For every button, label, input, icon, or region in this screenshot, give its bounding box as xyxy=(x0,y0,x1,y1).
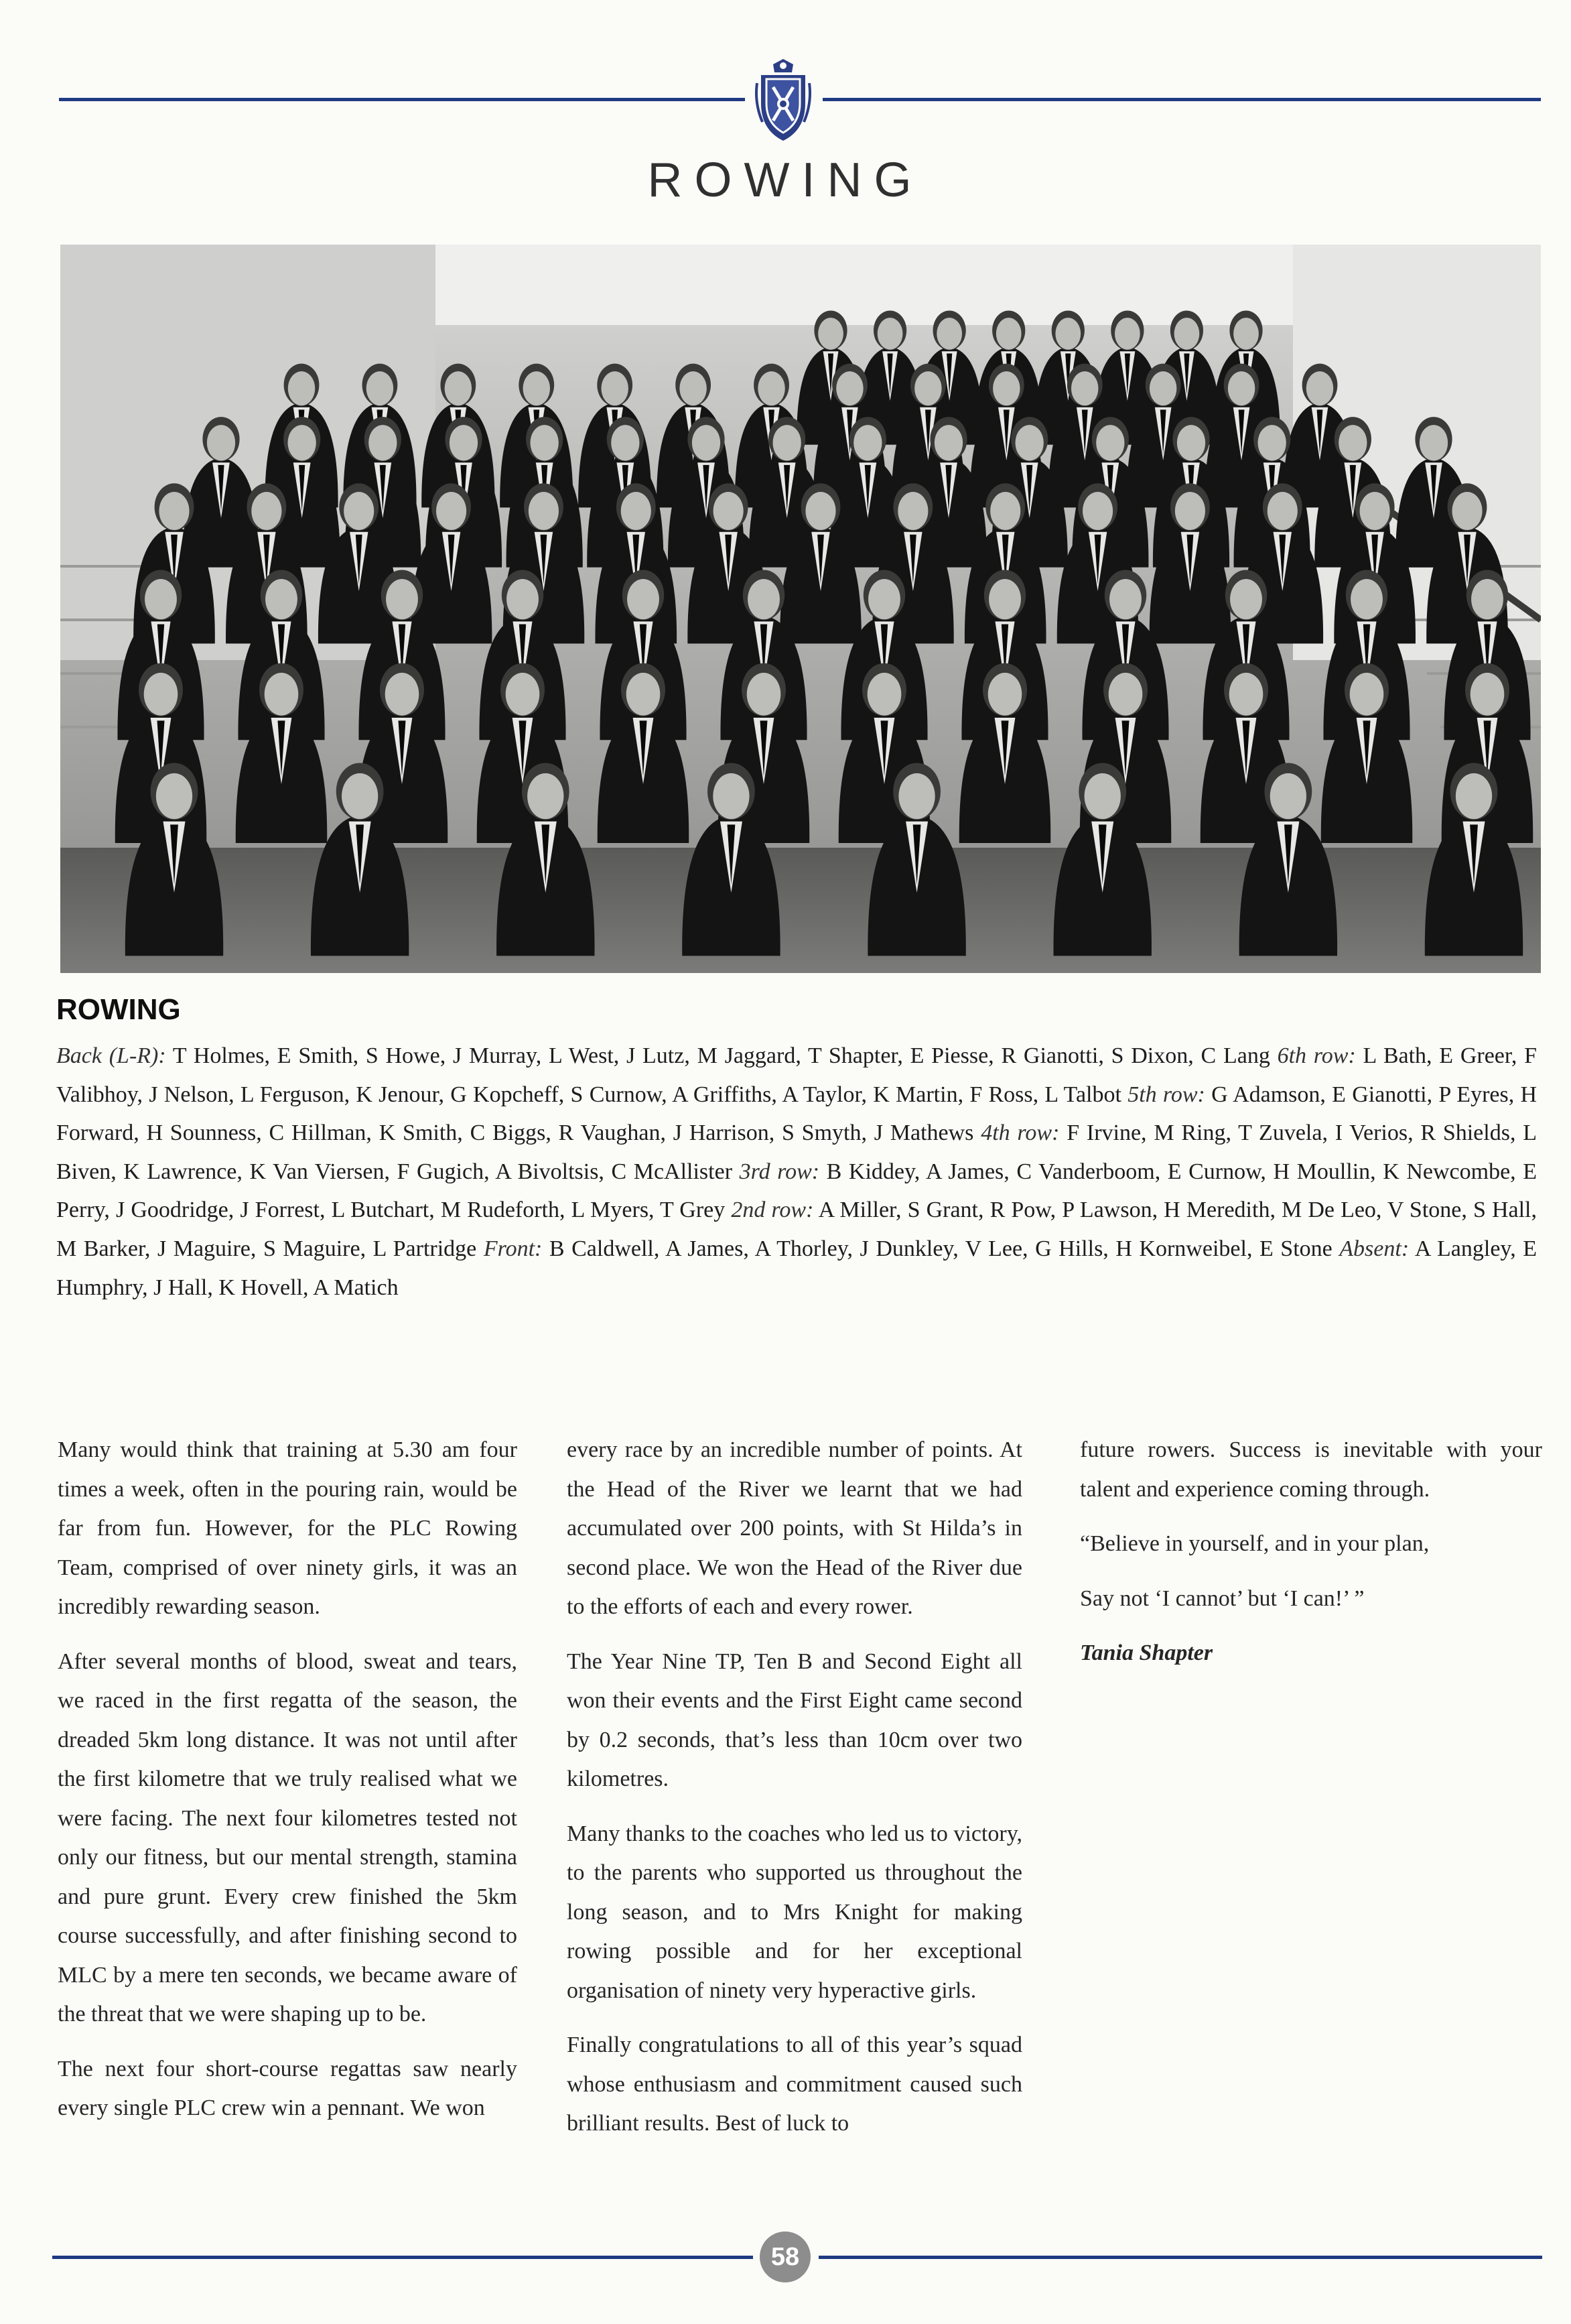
caption-row-names: B Kiddey, A James, C Vanderboom, E Curnow, H Moullin, K Newcombe, E Perry, J Goodridge, J Forrest, L Butchart, M Rudeforth, L Myers, T Grey xyxy=(56,1159,1537,1223)
article-column-3 xyxy=(1080,1431,1542,1689)
article-paragraph: After several months of blood, sweat and tears, we raced in the first regatta of the season, the dreaded 5km long distance. It was not until after the first kilometre that we truly realised what we were facing. The next four kilometres tested not only our fitness, but our mental strength, stamina and pure grunt. Every crew finished the 5km course successfully, and after finishing second to MLC by a mere ten seconds, we became aware of the threat that we were shaping up to be. xyxy=(58,1649,517,2026)
caption-row-names: F Irvine, M Ring, T Zuvela, I Verios, R Shields, L Biven, K Lawrence, K Van Viersen, F Gugich, A Bivoltsis, C McAllister xyxy=(56,1120,1537,1184)
caption-row-names: B Caldwell, A James, A Thorley, J Dunkley, V Lee, G Hills, H Kornweibel, E Stone xyxy=(549,1236,1333,1261)
caption-row-names: L Bath, E Greer, F Valibhoy, J Nelson, L Ferguson, K Jenour, G Kopcheff, S Curnow, A Griffiths, A Taylor, K Martin, F Ross, L Talbot xyxy=(56,1043,1538,1107)
caption-label: 4th row: xyxy=(981,1120,1060,1146)
school-crest-icon xyxy=(753,56,813,145)
caption-row-names: G Adamson, E Gianotti, P Eyres, H Forward, H Sounness, C Hillman, K Smith, C Biggs, R Vaughan, J Harrison, S Smyth, J Mathews xyxy=(56,1082,1538,1146)
article-column-1 xyxy=(58,1431,517,2144)
article-paragraph: Many thanks to the coaches who led us to victory, to the parents who supported us throughout the long season, and to Mrs Knight for making rowing possible and for her exceptional organisation of ninety very hyperactive girls. xyxy=(567,1821,1022,2003)
quote-line: “Believe in yourself, and in your plan, xyxy=(1080,1531,1430,1556)
caption-row-names: A Langley, E Humphry, J Hall, K Hovell, A Matich xyxy=(56,1236,1538,1300)
page-number: 58 xyxy=(760,2232,811,2282)
page-title: ROWING xyxy=(647,153,924,207)
footer-rule-right xyxy=(819,2256,1542,2259)
caption-row-names: A Miller, S Grant, R Pow, P Lawson, H Meredith, M De Leo, V Stone, S Hall, M Barker, J Maguire, S Maguire, L Partridge xyxy=(56,1198,1538,1261)
article-author: Tania Shapter xyxy=(1080,1640,1213,1665)
article-paragraph: future rowers. Success is inevitable with your talent and experience coming through. xyxy=(1080,1437,1542,1502)
caption-label: 3rd row: xyxy=(739,1159,820,1184)
caption-heading: ROWING xyxy=(56,993,181,1026)
caption-label: 6th row: xyxy=(1277,1043,1356,1068)
caption-label: Back (L-R): xyxy=(56,1043,166,1068)
footer-rule-left xyxy=(52,2256,753,2259)
header-rule-left xyxy=(59,98,745,101)
article-paragraph: Finally congratulations to all of this year’s squad whose enthusiasm and commitment caused such brilliant results. Best of luck to xyxy=(567,2032,1022,2136)
caption-label: Absent: xyxy=(1339,1236,1410,1261)
caption-names xyxy=(56,1037,1537,1307)
article-column-2 xyxy=(567,1431,1022,2159)
article-paragraph: Many would think that training at 5.30 am four times a week, often in the pouring rain, would be far from fun. However, for the PLC Rowing Team, comprised of over ninety girls, it was an incredibly rewarding season. xyxy=(58,1437,517,1619)
article-paragraph: The next four short-course regattas saw nearly every single PLC crew win a pennant. We won xyxy=(58,2056,517,2120)
caption-label: Front: xyxy=(483,1236,543,1261)
team-photo xyxy=(60,245,1541,973)
article-paragraph: every race by an incredible number of points. At the Head of the River we learnt that we had accumulated over 200 points, with St Hilda’s in second place. We won the Head of the River due to the efforts of each and every rower. xyxy=(567,1437,1022,1619)
quote-line: Say not ‘I cannot’ but ‘I can!’ ” xyxy=(1080,1586,1365,1611)
header-rule-right xyxy=(823,98,1541,101)
caption-row-names: T Holmes, E Smith, S Howe, J Murray, L West, J Lutz, M Jaggard, T Shapter, E Piesse, R Gianotti, S Dixon, C Lang xyxy=(172,1043,1270,1068)
article-paragraph: The Year Nine TP, Ten B and Second Eight all won their events and the First Eight came second by 0.2 seconds, that’s less than 10cm over two kilometres. xyxy=(567,1649,1022,1791)
caption-label: 2nd row: xyxy=(731,1198,814,1223)
caption-label: 5th row: xyxy=(1128,1082,1205,1107)
